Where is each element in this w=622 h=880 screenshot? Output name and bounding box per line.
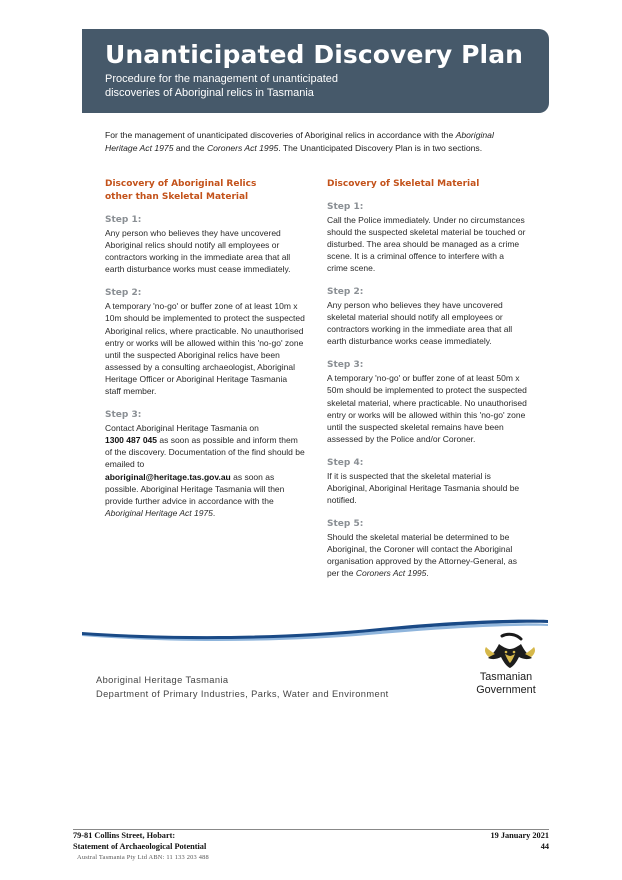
step-title: Step 2: bbox=[327, 286, 364, 297]
step-text: If it is suspected that the skeletal material is Aboriginal, Aboriginal Heritage Tasmania should be notified. bbox=[327, 470, 520, 506]
footer-divider bbox=[73, 829, 549, 830]
header-banner bbox=[82, 29, 549, 113]
footer-address: 79-81 Collins Street, Hobart: bbox=[73, 831, 176, 840]
footer-left bbox=[73, 831, 206, 852]
department-name: Department of Primary Industries, Parks, Water and Environment bbox=[96, 688, 389, 699]
step-text-part: . bbox=[426, 568, 429, 579]
footer-document-title: Statement of Archaeological Potential bbox=[73, 841, 207, 851]
intro-act-1: Aboriginal Heritage Act 1975 bbox=[105, 130, 494, 153]
intro-text: and the bbox=[173, 142, 207, 153]
skeletal-heading: Discovery of Skeletal Material bbox=[327, 179, 480, 189]
intro-text: . The Unanticipated Discovery Plan is in two sections. bbox=[278, 142, 483, 153]
intro-paragraph bbox=[105, 129, 525, 154]
organisation-block bbox=[96, 674, 389, 701]
government-name bbox=[465, 671, 547, 696]
phone-number[interactable]: 1300 487 045 bbox=[105, 435, 157, 446]
page-subtitle bbox=[105, 73, 365, 100]
step-title: Step 5: bbox=[327, 519, 364, 530]
step-text bbox=[327, 531, 527, 579]
step-title: Step 3: bbox=[105, 410, 142, 421]
step-text-part: Should the skeletal material be determined to be Aboriginal, the Coroner will contact the Aboriginal organisation approved by the Attorney-General, as per the bbox=[327, 532, 517, 579]
step-title: Step 3: bbox=[327, 360, 364, 371]
step-title: Step 1: bbox=[105, 215, 142, 225]
gov-line-2: Government bbox=[476, 683, 536, 696]
relics-heading-line-2: other than Skeletal Material bbox=[105, 191, 249, 202]
step-text: A temporary 'no-go' or buffer zone of at least 50m x 50m should be implemented to protect the suspected skeletal material, where practicable. No unauthorised entry or works will be allowed within this 'no-go' zone until the suspected skeletal remains have been assessed by the Police and/or Coroner. bbox=[327, 373, 527, 444]
step-text: Any person who believes they have uncovered skeletal material should notify all employees or contractors working in the immediate area that all earth disturbance works cease immediately. bbox=[327, 299, 513, 347]
step-text: Any person who believes they have uncovered Aboriginal relics should notify all employees or contractors working in the immediate area that all earth disturbance works must cease immediately. bbox=[105, 228, 291, 275]
org-name: Aboriginal Heritage Tasmania bbox=[96, 675, 229, 685]
step-text-part: . bbox=[212, 507, 216, 518]
step-title: Step 2: bbox=[105, 288, 142, 299]
intro-act-2: Coroners Act 1995 bbox=[206, 142, 279, 153]
act-reference: Coroners Act 1995 bbox=[355, 568, 427, 579]
relics-column bbox=[105, 178, 305, 531]
step-text: A temporary 'no-go' or buffer zone of at least 10m x 10m should be implemented to protect the suspected Aboriginal relics, where practicable. No unauthorised entry or works will be allowed within this 'no-go' zone until the suspected Aboriginal relics have been assessed by a consulting archaeologist, Aboriginal Heritage Officer or Aboriginal Heritage Tasmania staff member. bbox=[105, 301, 305, 397]
gov-line-1: Tasmanian bbox=[479, 671, 533, 683]
step-title: Step 1: bbox=[327, 201, 364, 212]
step-title: Step 4: bbox=[327, 457, 364, 468]
logo-arc bbox=[502, 634, 521, 639]
step-text: Call the Police immediately. Under no circumstances should the suspected skeletal material be touched or disturbed. The area should be managed as a crime scene. It is a criminal offence to interfere with a crime scene. bbox=[327, 214, 526, 273]
skeletal-column bbox=[327, 178, 527, 592]
step-text bbox=[105, 422, 305, 519]
step-text-part: Contact Aboriginal Heritage Tasmania on bbox=[105, 423, 259, 434]
subtitle-line-2: discoveries of Aboriginal relics in Tasmania bbox=[105, 86, 314, 99]
logo-eye bbox=[513, 651, 516, 654]
footer-company: Austral Tasmania Pty Ltd ABN: 11 133 203 488 bbox=[77, 854, 209, 861]
footer-right bbox=[490, 831, 549, 852]
step-text-part: as soon as possible. Aboriginal Heritage Tasmania will then provide further advice in accordance with the bbox=[105, 471, 285, 506]
page-number: 44 bbox=[540, 841, 549, 851]
intro-text: For the management of unanticipated discoveries of Aboriginal relics in accordance with the bbox=[105, 130, 456, 140]
page-title: Unanticipated Discovery Plan bbox=[105, 40, 524, 69]
logo-eye bbox=[505, 651, 508, 654]
footer-date: 19 January 2021 bbox=[490, 831, 549, 840]
email-link[interactable]: aboriginal@heritage.tas.gov.au bbox=[105, 471, 231, 482]
subtitle-line-1: Procedure for the management of unanticipated bbox=[105, 73, 338, 85]
relics-heading-line-1: Discovery of Aboriginal Relics bbox=[105, 179, 257, 189]
step-text-part: as soon as possible and inform them of the discovery. Documentation of the find should be emailed to bbox=[105, 435, 305, 470]
relics-heading bbox=[105, 178, 305, 203]
act-reference: Aboriginal Heritage Act 1975 bbox=[105, 507, 213, 518]
